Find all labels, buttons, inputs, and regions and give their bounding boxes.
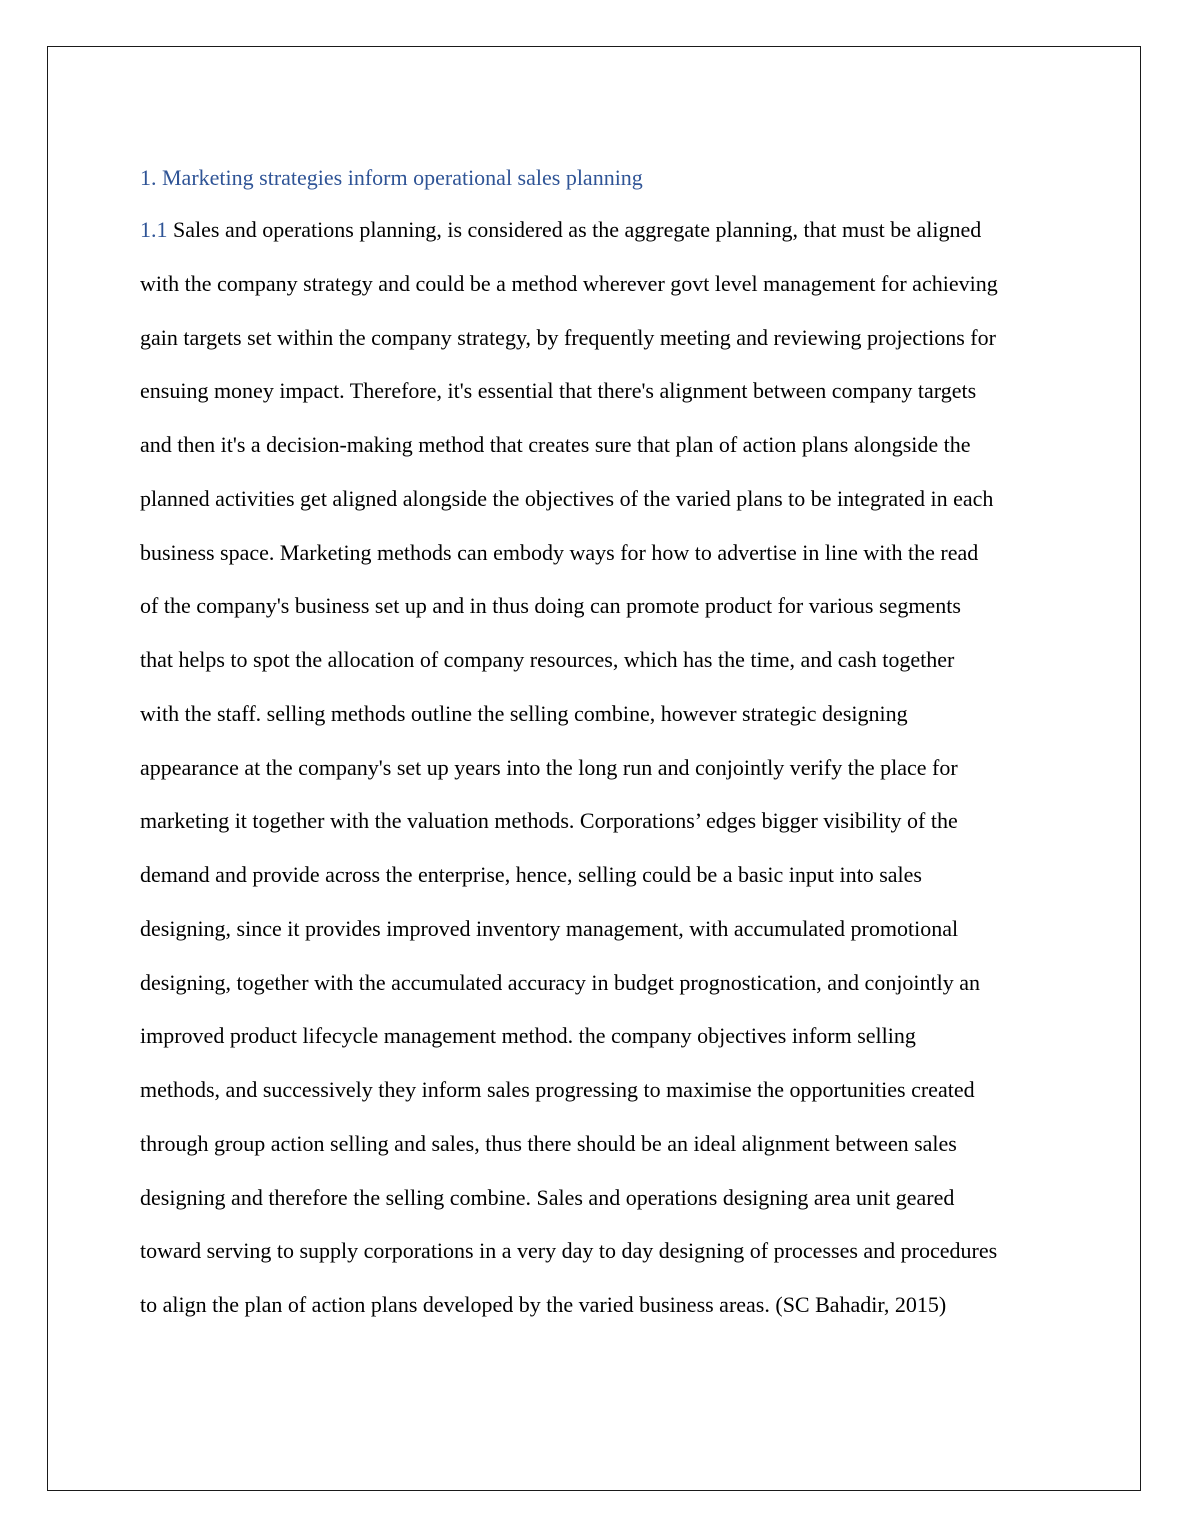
paragraph-body: [140, 214, 1070, 1343]
paragraph-line: that helps to spot the allocation of company resources, which has the time, and cash together: [140, 647, 955, 672]
paragraph-line: methods, and successively they inform sales progressing to maximise the opportunities created: [140, 1077, 975, 1102]
paragraph-line: demand and provide across the enterprise, hence, selling could be a basic input into sales: [140, 862, 922, 887]
section-heading: 1. Marketing strategies inform operational sales planning: [140, 165, 643, 190]
paragraph-line: planned activities get aligned alongside the objectives of the varied plans to be integrated in each: [140, 485, 994, 511]
paragraph-line: with the company strategy and could be a method wherever govt level management for achieving: [140, 270, 998, 296]
paragraph-line: appearance at the company's set up years into the long run and conjointly verify the place for: [140, 754, 958, 780]
paragraph-number: 1.1: [140, 217, 168, 242]
paragraph-line: with the staff. selling methods outline the selling combine, however strategic designing: [140, 700, 908, 726]
paragraph-line: and then it's a decision-making method that creates sure that plan of action plans alongside the: [140, 432, 971, 457]
paragraph-line: designing and therefore the selling combine. Sales and operations designing area unit geared: [140, 1184, 955, 1210]
paragraph-line-text: Sales and operations planning, is considered as the aggregate planning, that must be aligned: [173, 217, 982, 242]
paragraph-line: [140, 214, 1070, 268]
paragraph-line: gain targets set within the company strategy, by frequently meeting and reviewing projections for: [140, 324, 996, 350]
paragraph-line: business space. Marketing methods can embody ways for how to advertise in line with the read: [140, 539, 979, 565]
paragraph-line: toward serving to supply corporations in a very day to day designing of processes and procedures: [140, 1238, 998, 1264]
paragraph-line: designing, together with the accumulated accuracy in budget prognostication, and conjointly an: [140, 969, 981, 995]
paragraph-line: improved product lifecycle management method. the company objectives inform selling: [140, 1023, 916, 1049]
paragraph-line: through group action selling and sales, thus there should be an ideal alignment between sales: [140, 1130, 957, 1156]
paragraph-line: marketing it together with the valuation methods. Corporations’ edges bigger visibility of the: [140, 808, 958, 834]
paragraph-line: ensuing money impact. Therefore, it's essential that there's alignment between company targets: [140, 378, 977, 404]
paragraph-line: to align the plan of action plans developed by the varied business areas. (SC Bahadir, 2015): [140, 1292, 947, 1317]
paragraph-line: of the company's business set up and in thus doing can promote product for various segments: [140, 593, 961, 619]
paragraph-line: designing, since it provides improved inventory management, with accumulated promotional: [140, 915, 959, 941]
